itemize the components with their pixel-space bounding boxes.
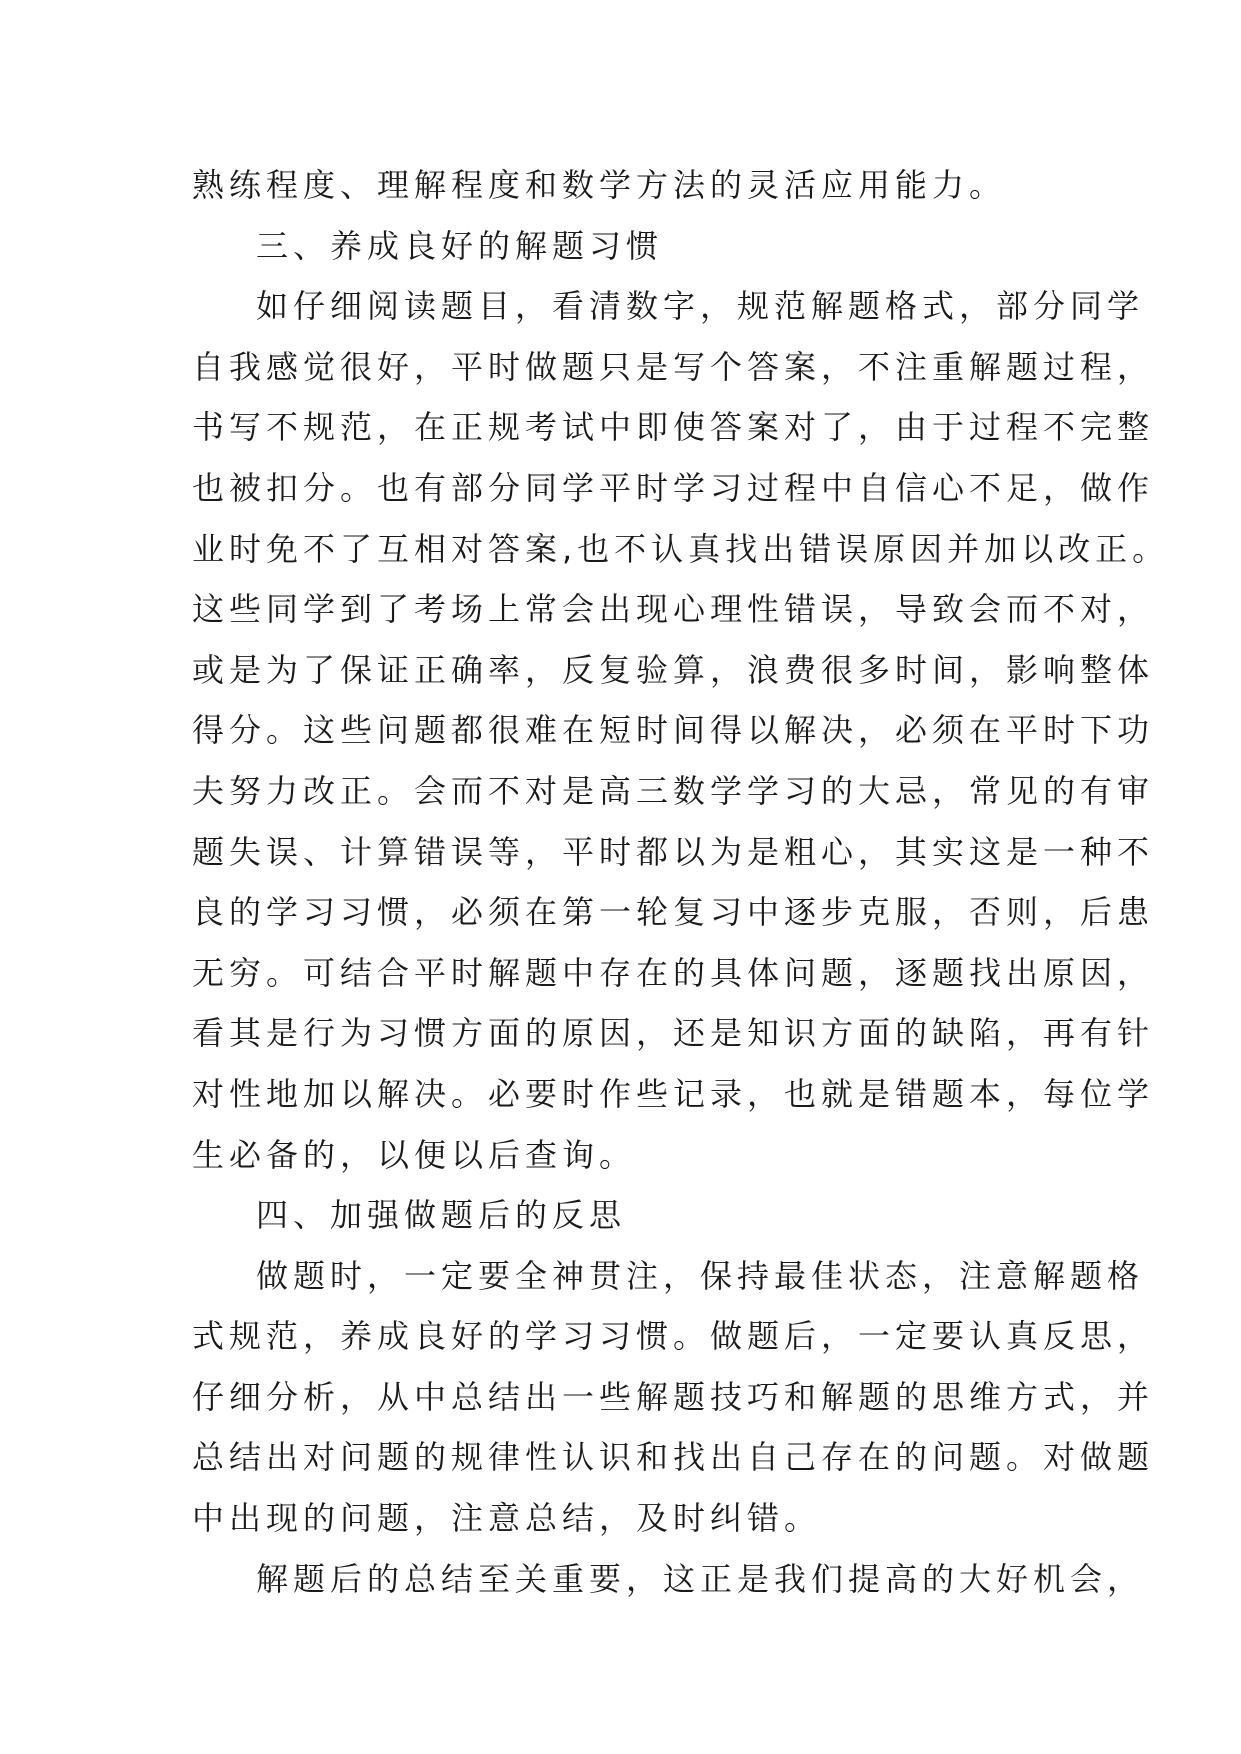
document-line: 得分。这些问题都很难在短时间得以解决，必须在平时下功 (192, 711, 1155, 750)
document-line: 总结出对问题的规律性认识和找出自己存在的问题。对做题 (192, 1438, 1155, 1477)
document-line: 生必备的，以便以后查询。 (192, 1135, 637, 1174)
document-line: 这些同学到了考场上常会出现心理性错误，导致会而不对， (192, 590, 1155, 629)
document-line: 良的学习习惯，必须在第一轮复习中逐步克服，否则，后患 (192, 893, 1155, 932)
document-line: 四、加强做题后的反思 (256, 1196, 627, 1235)
document-line: 看其是行为习惯方面的原因，还是知识方面的缺陷，再有针 (192, 1014, 1155, 1053)
document-line: 熟练程度、理解程度和数学方法的灵活应用能力。 (192, 166, 1007, 204)
document-line: 做题时，一定要全神贯注，保持最佳状态，注意解题格 (256, 1256, 1145, 1295)
document-line: 书写不规范，在正规考试中即使答案对了，由于过程不完整 (192, 408, 1155, 447)
document-line: 对性地加以解决。必要时作些记录，也就是错题本，每位学 (192, 1074, 1155, 1113)
document-line: 式规范，养成良好的学习习惯。做题后，一定要认真反思， (192, 1317, 1155, 1356)
document-line: 也被扣分。也有部分同学平时学习过程中自信心不足，做作 (192, 468, 1155, 507)
document-line: 如仔细阅读题目，看清数字，规范解题格式，部分同学 (256, 287, 1145, 326)
document-line: 无穷。可结合平时解题中存在的具体问题，逐题找出原因， (192, 953, 1155, 992)
document-line: 或是为了保证正确率，反复验算，浪费很多时间，影响整体 (192, 650, 1155, 689)
document-line: 夫努力改正。会而不对是高三数学学习的大忌，常见的有审 (192, 771, 1155, 810)
document-line: 业时免不了互相对答案,也不认真找出错误原因并加以改正。 (192, 529, 1170, 568)
document-line: 中出现的问题，注意总结，及时纠错。 (192, 1499, 822, 1538)
document-line: 解题后的总结至关重要，这正是我们提高的大好机会， (256, 1559, 1145, 1598)
document-body (192, 155, 1170, 1609)
document-line: 自我感觉很好，平时做题只是写个答案，不注重解题过程， (192, 347, 1155, 386)
document-line: 三、养成良好的解题习惯 (256, 226, 664, 265)
document-line: 题失误、计算错误等，平时都以为是粗心，其实这是一种不 (192, 832, 1155, 871)
document-line: 仔细分析，从中总结出一些解题技巧和解题的思维方式，并 (192, 1377, 1155, 1416)
